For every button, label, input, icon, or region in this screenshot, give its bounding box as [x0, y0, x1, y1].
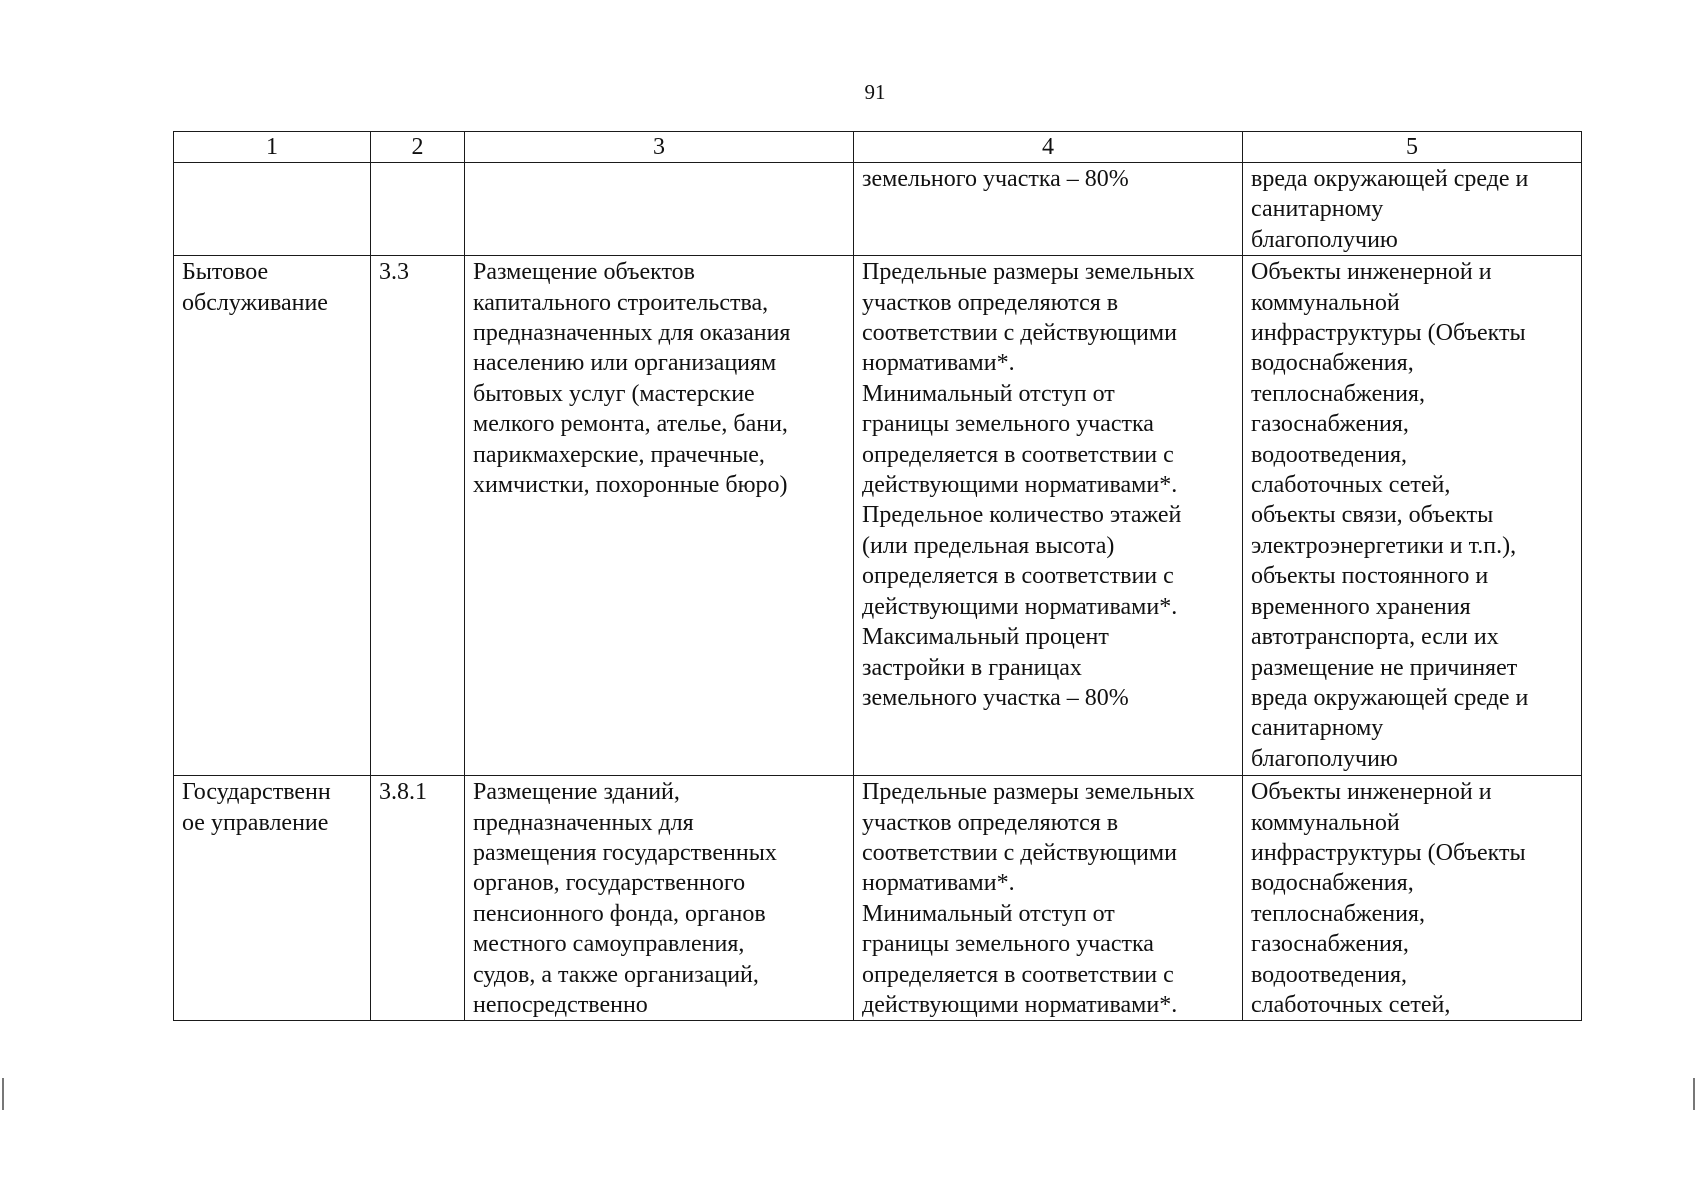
- scan-margin-mark-left: [2, 1078, 4, 1110]
- auxiliary-uses-text: Объекты инженерной и коммунальной инфраструктуры (Объекты водоснабжения, теплоснабжения, газоснабжения, водоотведения, слаботочных сетей,: [1251, 779, 1526, 1019]
- use-name-cell: [174, 776, 371, 1021]
- column-header-1: 1: [174, 132, 371, 163]
- use-parameters-cell: [854, 776, 1243, 1021]
- use-parameters-cell: [854, 256, 1243, 776]
- use-description-text: Размещение объектов капитального строительства, предназначенных для оказания населению или организациям бытовых услуг (мастерские мелкого ремонта, ателье, бани, парикмахерские, прачечные, химчистки, похоронные бюро): [473, 259, 791, 499]
- column-header-4: 4: [854, 132, 1243, 163]
- table-row: [174, 163, 1582, 256]
- use-parameters-text: земельного участка – 80%: [862, 166, 1129, 192]
- use-code-cell: [371, 163, 465, 256]
- use-description-cell: [465, 776, 854, 1021]
- table-row: [174, 256, 1582, 776]
- table-row: [174, 776, 1582, 1021]
- use-parameters-cell: [854, 163, 1243, 256]
- auxiliary-uses-cell: [1243, 256, 1582, 776]
- column-header-5: 5: [1243, 132, 1582, 163]
- use-name-cell: [174, 163, 371, 256]
- auxiliary-uses-cell: [1243, 163, 1582, 256]
- scan-margin-mark-right: [1693, 1078, 1695, 1110]
- use-code-cell: [371, 256, 465, 776]
- page-number: 91: [864, 80, 886, 104]
- use-parameters-text: Предельные размеры земельных участков определяются в соответствии с действующими нормативами*. Минимальный отступ от границы земельного участка определяется в соответствии с действующими нормативами*. Предельное количество этажей (или предельная высота) определяется в соответствии с действующими нормативами*. Максимальный процент застройки в границах земельного участка – 80%: [862, 259, 1195, 711]
- use-name-text: Государственн ое управление: [182, 779, 331, 836]
- auxiliary-uses-text: Объекты инженерной и коммунальной инфраструктуры (Объекты водоснабжения, теплоснабжения, газоснабжения, водоотведения, слаботочных сетей, объекты связи, объекты электроэнергетики и т.п.), объекты постоянного и временного хранения автотранспорта, если их размещение не причиняет вреда окружающей среде и санитарному благополучию: [1251, 259, 1529, 772]
- column-header-2: 2: [371, 132, 465, 163]
- auxiliary-uses-cell: [1243, 776, 1582, 1021]
- auxiliary-uses-text: вреда окружающей среде и санитарному благополучию: [1251, 166, 1529, 253]
- use-description-text: Размещение зданий, предназначенных для размещения государственных органов, государственного пенсионного фонда, органов местного самоуправления, судов, а также организаций, непосредственно: [473, 779, 777, 1019]
- use-code-cell: [371, 776, 465, 1021]
- table-header-row: [174, 132, 1582, 163]
- use-name-cell: [174, 256, 371, 776]
- use-name-text: Бытовое обслуживание: [182, 259, 328, 316]
- land-use-table: [173, 131, 1582, 1021]
- use-description-cell: [465, 163, 854, 256]
- use-code-text: 3.3: [379, 259, 409, 286]
- use-description-cell: [465, 256, 854, 776]
- use-parameters-text: Предельные размеры земельных участков определяются в соответствии с действующими нормативами*. Минимальный отступ от границы земельного участка определяется в соответствии с действующими нормативами*.: [862, 779, 1195, 1019]
- column-header-3: 3: [465, 132, 854, 163]
- use-code-text: 3.8.1: [379, 779, 427, 806]
